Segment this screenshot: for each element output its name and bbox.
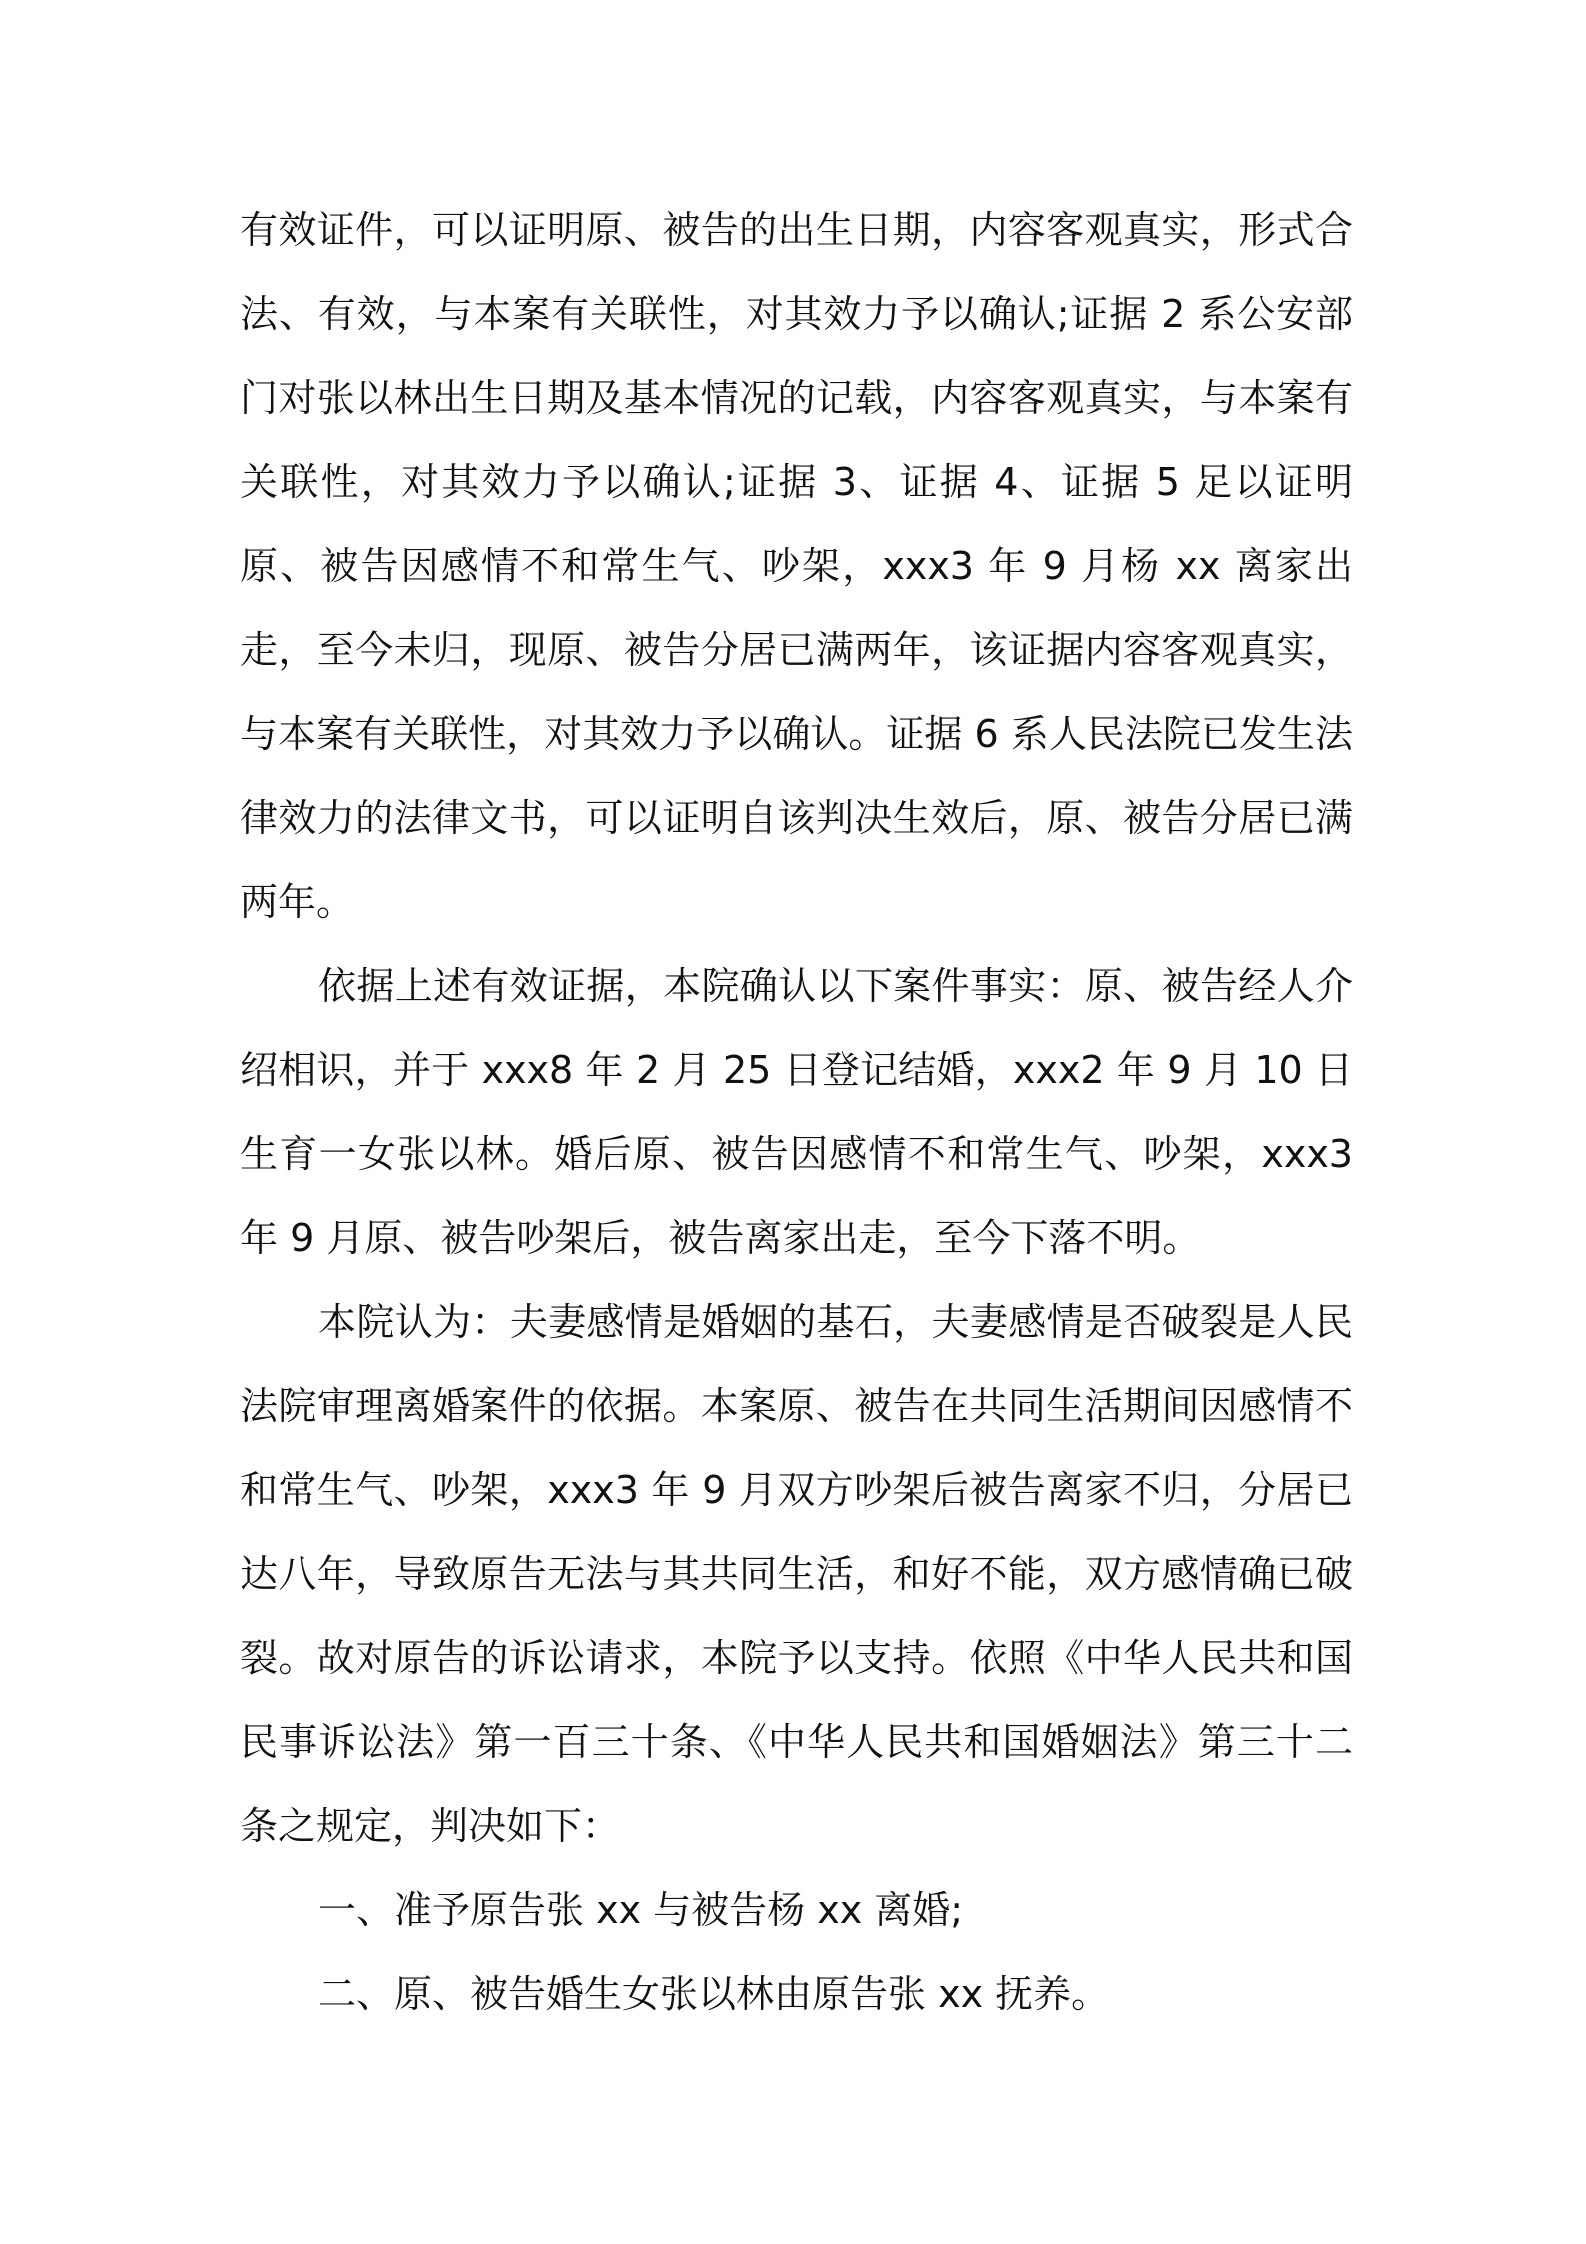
paragraph-judgment-item-1: 一、准予原告张 xx 与被告杨 xx 离婚; bbox=[318, 1888, 964, 1932]
paragraph-court-opinion: 本院认为：夫妻感情是婚姻的基石，夫妻感情是否破裂是人民法院审理离婚案件的依据。本案原、被告在共同生活期间因感情不和常生气、吵架，xxx3 年 9 月双方吵架后被告离家不归，分居已达八年，导致原告无法与其共同生活，和好不能，双方感情确已破裂。故对原告的诉讼请求，本院予以支持。依照《中华人民共和国民事诉讼法》第一百三十条、《中华人民共和国婚姻法》第三十二条之规定，判决如下： bbox=[240, 1300, 1353, 1848]
document-body bbox=[240, 188, 1353, 2036]
paragraph-judgment-item-2: 二、原、被告婚生女张以林由原告张 xx 抚养。 bbox=[318, 1972, 1110, 2016]
paragraph-case-facts: 依据上述有效证据，本院确认以下案件事实：原、被告经人介绍相识，并于 xxx8 年 2 月 25 日登记结婚，xxx2 年 9 月 10 日生育一女张以林。婚后原、被告因感情不和常生气、吵架，xxx3 年 9 月原、被告吵架后，被告离家出走，至今下落不明。 bbox=[240, 964, 1353, 1260]
paragraph-evidence-review: 有效证件，可以证明原、被告的出生日期，内容客观真实，形式合法、有效，与本案有关联性，对其效力予以确认;证据 2 系公安部门对张以林出生日期及基本情况的记载，内容客观真实，与本案有关联性，对其效力予以确认;证据 3、证据 4、证据 5 足以证明原、被告因感情不和常生气、吵架，xxx3 年 9 月杨 xx 离家出走，至今未归，现原、被告分居已满两年，该证据内容客观真实，与本案有关联性，对其效力予以确认。证据 6 系人民法院已发生法律效力的法律文书，可以证明自该判决生效后，原、被告分居已满两年。 bbox=[240, 208, 1353, 924]
